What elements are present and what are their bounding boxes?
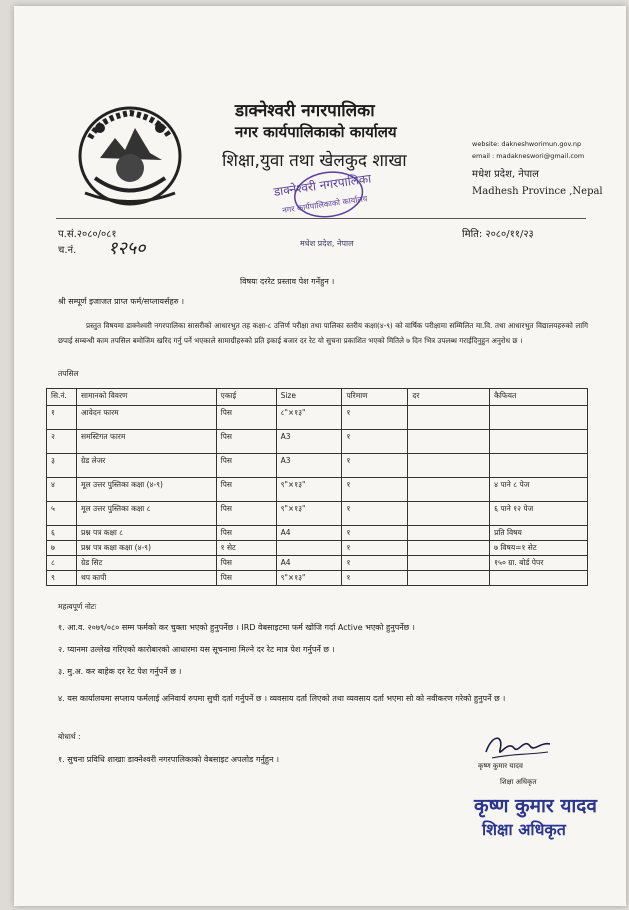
province-nepali: मधेश प्रदेश, नेपाल <box>472 169 539 180</box>
website-text: website: dakneshworimun.gov.np <box>472 140 582 148</box>
table-row <box>47 454 588 478</box>
signatory-title: शिक्षा अधिकृत <box>500 778 537 786</box>
table-cell: ६ <box>47 526 77 541</box>
table-cell <box>408 556 490 571</box>
table-cell: पिस <box>216 502 276 526</box>
table-cell: A3 <box>276 430 342 454</box>
table-cell: पिस <box>216 556 276 571</box>
stamp-line-2: नगर कार्यपालिकाको कार्यालय <box>281 194 368 215</box>
table-cell <box>408 478 490 502</box>
table-cell <box>490 430 588 454</box>
table-cell: १ <box>342 526 408 541</box>
table-row <box>47 406 588 430</box>
table-cell: ८"×१३" <box>276 406 342 430</box>
table-cell: ६ पाने १२ पेज <box>490 502 588 526</box>
table-cell: १ <box>342 478 408 502</box>
stamp-line-3: मधेश प्रदेश, नेपाल <box>300 239 354 248</box>
table-cell: १ <box>47 406 77 430</box>
table-cell: १५० ग्रा. बोर्ड पेपर <box>490 556 588 571</box>
table-cell: १ सेट <box>216 541 276 556</box>
email-text: email : madakneswori@gmail.com <box>472 152 585 160</box>
table-cell: A3 <box>276 454 342 478</box>
col-header: कैफियत <box>490 389 588 406</box>
addressee-line: श्री सम्पूर्ण इजाजत प्राप्त फर्म/सप्लायर्सहरु । <box>58 297 185 306</box>
col-header: दर <box>408 389 490 406</box>
table-cell: ५ <box>47 502 77 526</box>
details-heading: तपसिल <box>58 369 79 378</box>
reference-number: प.सं.२०८०/०८१ <box>58 229 117 240</box>
municipality-name: डाक्नेश्वरी नगरपालिका <box>235 101 375 121</box>
table-cell: प्रश्न पत्र कक्षा ८ <box>76 526 216 541</box>
table-row <box>47 430 588 454</box>
office-name: नगर कार्यपालिकाको कार्यालय <box>235 123 397 141</box>
note-item: ४. यस कार्यालयमा सप्लाय फर्मलाई अनिवार्य रुपमा सुची दर्ता गर्नुपर्ने छ । व्यवसाय दर्ता लिएको तथा व्यवसाय दर्ता भएमा सो को नवीकरण गरेको हुनुपर्ने छ । <box>58 694 506 703</box>
table-cell: A4 <box>276 526 342 541</box>
table-cell <box>408 406 490 430</box>
table-cell: पिस <box>216 454 276 478</box>
table-cell: १ <box>342 430 408 454</box>
items-table <box>46 388 588 586</box>
table-cell: ४ पाने ८ पेज <box>490 478 588 502</box>
body-paragraph: प्रस्तुत विषयमा डाक्नेश्वरी नगरपालिका सासरीको आधारभुत तह कक्षा-८ उत्तिर्ण परीक्षा तथा पालिका स्तरीय कक्षा(४-९) को वार्षिक परीक्षामा सम्मिलित मा.वि. तथा आधारभुत विद्यालयहरुको लागि छपाई सम्बन्धी काम तपसिल बमोजिम खरिद गर्नु पर्ने भएकाले सामाग्रीहरुको प्रति इकाई बजार दर रेट यो सुचना प्रकाशित भएको मितिले ७ दिन भित्र उपलब्ध गराईदिनुहुन अनुरोध छ । <box>58 321 588 345</box>
table-cell: १ <box>342 454 408 478</box>
notes-heading: महत्वपूर्ण नोटः <box>58 602 97 611</box>
table-cell: ७ <box>47 541 77 556</box>
table-row <box>47 526 588 541</box>
table-cell: प्रति विषय <box>490 526 588 541</box>
table-cell: ९ <box>47 571 77 586</box>
cc-item: १. सुचना प्रविधि शाखाः डाक्नेश्वरी नगरपालिकाको वेबसाइट अपलोड गर्नुहुन । <box>58 755 280 764</box>
table-cell: पिस <box>216 430 276 454</box>
table-cell <box>490 406 588 430</box>
table-row <box>47 541 588 556</box>
col-header: सि.नं. <box>47 389 77 406</box>
col-header: Size <box>276 389 342 406</box>
table-cell: १ <box>342 406 408 430</box>
office-stamp <box>238 160 398 250</box>
table-cell <box>408 502 490 526</box>
table-cell <box>408 571 490 586</box>
table-cell: थप कापी <box>76 571 216 586</box>
table-cell: ९"×१३" <box>276 571 342 586</box>
table-cell: पिस <box>216 571 276 586</box>
nepal-emblem-icon <box>70 98 190 213</box>
table-cell: मूल उत्तर पुस्तिका कक्षा (४-९) <box>76 478 216 502</box>
table-cell: १ <box>342 556 408 571</box>
section-name: शिक्षा,युवा तथा खेलकुद शाखा <box>222 151 407 171</box>
table-cell: १ <box>342 541 408 556</box>
table-cell: A4 <box>276 556 342 571</box>
subject-line: विषयः दररेट प्रस्ताव पेश गर्नेहुन । <box>240 277 335 286</box>
table-cell <box>490 454 588 478</box>
dispatch-number: १२५० <box>108 238 146 259</box>
table-cell: पिस <box>216 406 276 430</box>
table-cell: ९"×१३" <box>276 502 342 526</box>
signatory-name: कृष्ण कुमार यादव <box>478 762 523 770</box>
table-row <box>47 556 588 571</box>
table-cell: १ <box>342 502 408 526</box>
col-header: एकाई <box>216 389 276 406</box>
province-english: Madhesh Province ,Nepal <box>472 186 603 197</box>
table-row <box>47 571 588 586</box>
table-cell: ३ <box>47 454 77 478</box>
table-cell: ९"×१३" <box>276 478 342 502</box>
table-cell: ग्रेड लेजर <box>76 454 216 478</box>
table-cell <box>408 454 490 478</box>
table-cell: ग्रेड सिट <box>76 556 216 571</box>
title-stamp: शिक्षा अधिकृत <box>482 820 566 839</box>
table-cell: समस्टिगत फारम <box>76 430 216 454</box>
note-item: ३. मु.अ. कर बाहेक दर रेट पेश गर्नुपर्ने छ । <box>58 667 182 676</box>
table-cell: पिस <box>216 478 276 502</box>
table-row <box>47 502 588 526</box>
table-cell: २ <box>47 430 77 454</box>
table-cell: ७ विषय=१ सेट <box>490 541 588 556</box>
document-date: मिति: २०८०/११/२३ <box>462 229 534 240</box>
contact-info <box>472 138 584 162</box>
table-cell <box>408 526 490 541</box>
col-header: सामानको विवरण <box>76 389 216 406</box>
header-divider <box>56 218 586 219</box>
dispatch-label: च.नं. <box>58 245 77 256</box>
table-cell <box>276 541 342 556</box>
name-stamp: कृष्ण कुमार यादव <box>474 795 597 817</box>
table-cell: ८ <box>47 556 77 571</box>
table-cell: पिस <box>216 526 276 541</box>
table-cell <box>490 571 588 586</box>
note-item: १. आ.व. २०७९/०८० सम्म फर्मको कर चुक्ता भएको हुनुपर्नेछ । IRD वेबसाइटमा फर्म खोजि गर्दा Active भएको हुनुपर्नेछ । <box>58 623 415 632</box>
table-cell: १ <box>342 571 408 586</box>
table-header-row <box>47 389 588 406</box>
note-item: २. प्यानमा उल्लेख गरिएको कारोबारको आधारमा यस सूचनामा मिल्ने दर रेट मात्र पेश गर्नुपर्ने छ । <box>58 645 335 654</box>
table-cell <box>408 541 490 556</box>
table-cell: प्रश्न पत्र कक्षा कक्षा (४-९) <box>76 541 216 556</box>
table-row <box>47 478 588 502</box>
table-cell <box>408 430 490 454</box>
cc-heading: बोधार्थ : <box>58 732 81 741</box>
stamp-line-1: डाक्नेश्वरी नगरपालिका <box>272 171 372 199</box>
col-header: परिमाण <box>342 389 408 406</box>
table-cell: आवेदन फारम <box>76 406 216 430</box>
table-cell: ४ <box>47 478 77 502</box>
table-cell: मूल उत्तर पुस्तिका कक्षा ८ <box>76 502 216 526</box>
